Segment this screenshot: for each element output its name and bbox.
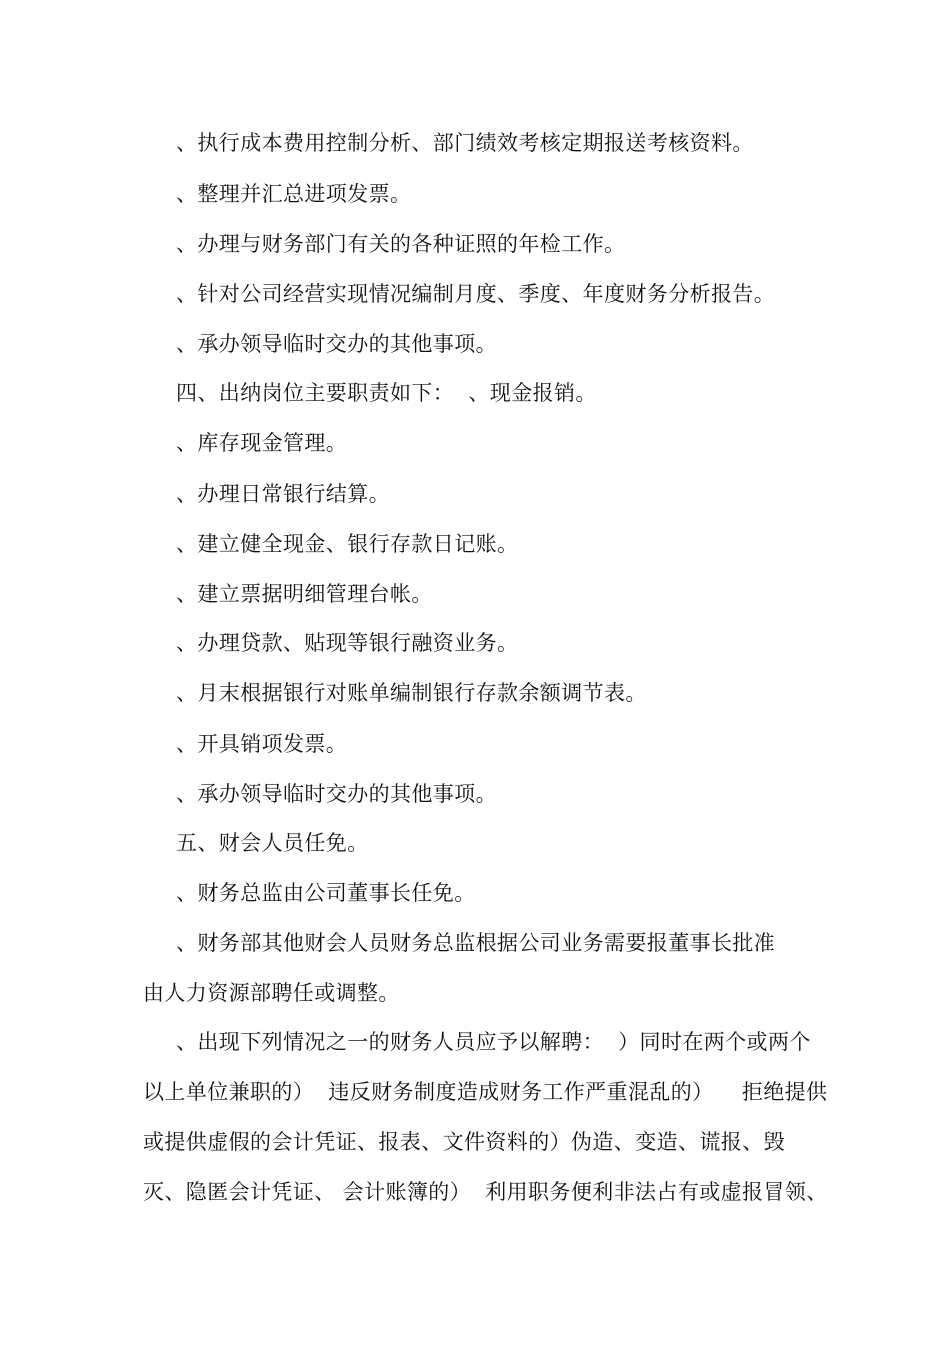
paragraph-line: 、办理与财务部门有关的各种证照的年检工作。	[176, 232, 626, 256]
paragraph-line: 、月末根据银行对账单编制银行存款余额调节表。	[176, 681, 647, 705]
paragraph-line: 、财务总监由公司董事长任免。	[176, 881, 476, 905]
paragraph-line: 、承办领导临时交办的其他事项。	[176, 782, 497, 806]
paragraph-line: 、财务部其他财会人员财务总监根据公司业务需要报董事长批准	[176, 931, 776, 955]
paragraph-line: 、执行成本费用控制分析、部门绩效考核定期报送考核资料。	[176, 131, 754, 155]
paragraph-line: 、办理日常银行结算。	[176, 482, 390, 506]
paragraph-line: 、开具销项发票。	[176, 732, 348, 756]
section-heading-line: 五、财会人员任免。	[176, 831, 369, 855]
paragraph-line: 、库存现金管理。	[176, 431, 348, 455]
paragraph-line: 、办理贷款、贴现等银行融资业务。	[176, 631, 519, 655]
paragraph-line: 、建立票据明细管理台帐。	[176, 582, 433, 606]
section-heading-line: 四、出纳岗位主要职责如下： 、现金报销。	[176, 381, 597, 405]
paragraph-line: 、整理并汇总进项发票。	[176, 182, 412, 206]
paragraph-line: 以上单位兼职的） 违反财务制度造成财务工作严重混乱的） 拒绝提供	[143, 1080, 828, 1104]
paragraph-line: 、承办领导临时交办的其他事项。	[176, 332, 497, 356]
paragraph-line: 灭、隐匿会计凭证、 会计账簿的） 利用职务便利非法占有或虚报冒领、	[143, 1180, 828, 1204]
paragraph-line: 或提供虚假的会计凭证、报表、文件资料的）伪造、变造、谎报、毁	[143, 1130, 785, 1154]
paragraph-line: 、出现下列情况之一的财务人员应予以解聘： ）同时在两个或两个	[176, 1030, 811, 1054]
paragraph-line: 由人力资源部聘任或调整。	[143, 981, 400, 1005]
paragraph-line: 、建立健全现金、银行存款日记账。	[176, 532, 519, 556]
paragraph-line: 、针对公司经营实现情况编制月度、季度、年度财务分析报告。	[176, 282, 776, 306]
